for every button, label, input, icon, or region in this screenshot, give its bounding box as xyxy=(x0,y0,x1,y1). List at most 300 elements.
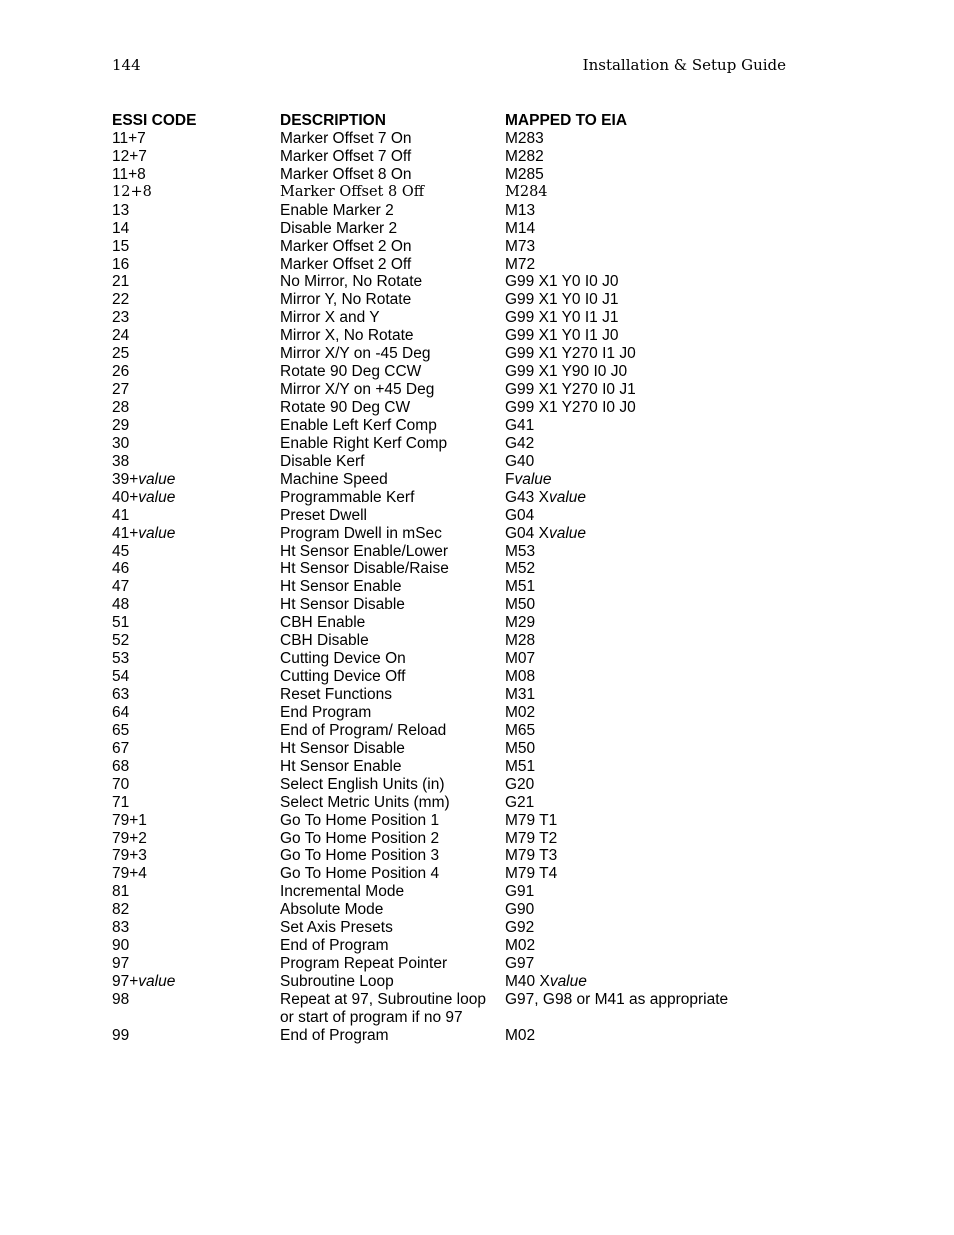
eia-cell xyxy=(505,614,535,632)
eia-cell xyxy=(505,794,534,812)
essi-code-text: 30 xyxy=(112,434,130,452)
essi-code-cell xyxy=(112,632,129,650)
eia-code-text: M72 xyxy=(505,255,536,273)
eia-cell xyxy=(505,560,535,578)
table-row xyxy=(112,776,812,794)
table-row xyxy=(112,489,812,507)
essi-code-text: 39+ xyxy=(112,470,139,488)
eia-cell xyxy=(505,130,544,148)
table-row xyxy=(112,865,812,883)
table-row xyxy=(112,220,812,238)
essi-code-text: 24 xyxy=(112,327,130,345)
eia-value-placeholder: value xyxy=(514,470,552,488)
table-row xyxy=(112,291,812,309)
essi-code-cell xyxy=(112,794,129,812)
eia-cell xyxy=(505,381,636,399)
essi-code-value-placeholder: value xyxy=(138,973,176,990)
table-row xyxy=(112,937,812,955)
essi-code-text: 68 xyxy=(112,757,130,775)
table-row xyxy=(112,901,812,919)
eia-cell xyxy=(505,256,535,274)
essi-code-text: 21 xyxy=(112,273,130,291)
eia-code-text: G99 X1 Y0 I1 J1 xyxy=(505,309,619,327)
essi-code-cell xyxy=(112,740,129,758)
description-cell: Program Repeat Pointer xyxy=(280,955,448,973)
eia-code-text: M28 xyxy=(505,632,536,650)
eia-code-text: M02 xyxy=(505,703,536,721)
eia-code-text: G90 xyxy=(505,901,535,919)
eia-cell xyxy=(505,309,618,327)
essi-code-cell xyxy=(112,309,129,327)
description-cell: Repeat at 97, Subroutine loop or start of program if no 97 xyxy=(280,990,486,1026)
essi-code-cell xyxy=(112,130,146,148)
essi-code-text: 16 xyxy=(112,255,130,273)
essi-code-cell xyxy=(112,991,129,1009)
description-cell: End of Program xyxy=(280,937,389,955)
essi-code-cell xyxy=(112,345,129,363)
description-cell: Go To Home Position 3 xyxy=(280,847,440,865)
eia-code-text: M50 xyxy=(505,596,536,614)
essi-code-text: 11+7 xyxy=(112,129,146,147)
eia-code-text: G21 xyxy=(505,793,535,811)
eia-code-text: G97 xyxy=(505,955,535,973)
eia-value-placeholder: value xyxy=(548,488,587,506)
eia-cell xyxy=(505,184,548,202)
eia-code-text: M65 xyxy=(505,721,536,739)
essi-code-value-placeholder: value xyxy=(138,524,176,542)
table-row xyxy=(112,345,812,363)
table-row xyxy=(112,758,812,776)
essi-code-cell xyxy=(112,596,129,614)
description-cell: Mirror X, No Rotate xyxy=(280,327,414,345)
eia-code-text: G99 X1 Y0 I0 J0 xyxy=(505,273,619,291)
table-row xyxy=(112,471,812,489)
eia-code-text: G20 xyxy=(505,775,535,793)
essi-code-text: 79+4 xyxy=(112,865,147,883)
essi-code-cell xyxy=(112,435,129,453)
eia-cell xyxy=(505,919,534,937)
column-header-description: DESCRIPTION xyxy=(280,112,386,129)
eia-code-text: M07 xyxy=(505,650,536,668)
eia-cell xyxy=(505,363,627,381)
description-cell: End Program xyxy=(280,703,372,721)
essi-code-text: 46 xyxy=(112,560,130,578)
eia-cell xyxy=(505,435,534,453)
essi-code-cell xyxy=(112,830,147,848)
table-row xyxy=(112,740,812,758)
eia-code-text: M79 T1 xyxy=(505,811,558,829)
eia-code-text: M50 xyxy=(505,739,536,757)
eia-cell xyxy=(505,704,535,722)
eia-cell xyxy=(505,291,618,309)
description-cell: Enable Left Kerf Comp xyxy=(280,416,437,434)
eia-code-text: G40 xyxy=(505,452,535,470)
description-cell: Enable Marker 2 xyxy=(280,201,394,219)
table-row xyxy=(112,381,812,399)
essi-code-text: 51 xyxy=(112,614,130,632)
description-cell: Incremental Mode xyxy=(280,883,405,901)
essi-code-text: 97 xyxy=(112,955,130,973)
table-row xyxy=(112,614,812,632)
essi-code-text: 54 xyxy=(112,668,130,686)
essi-code-text: 63 xyxy=(112,686,130,703)
table-row xyxy=(112,184,812,202)
table-row xyxy=(112,812,812,830)
table-row xyxy=(112,668,812,686)
description-cell: Disable Kerf xyxy=(280,452,365,470)
description-cell: Reset Functions xyxy=(280,686,392,703)
essi-code-text: 79+1 xyxy=(112,811,147,829)
table-row xyxy=(112,543,812,561)
essi-code-cell xyxy=(112,256,129,274)
essi-code-cell xyxy=(112,937,129,955)
description-cell: Cutting Device Off xyxy=(280,668,406,686)
eia-code-text: M02 xyxy=(505,937,536,955)
essi-code-text: 97+ xyxy=(112,973,139,990)
table-row xyxy=(112,883,812,901)
description-cell: CBH Enable xyxy=(280,614,366,632)
eia-cell xyxy=(505,758,535,776)
essi-code-cell xyxy=(112,238,129,256)
eia-cell xyxy=(505,417,534,435)
essi-code-cell xyxy=(112,202,129,220)
essi-code-text: 23 xyxy=(112,309,130,327)
eia-code-text: M282 xyxy=(505,147,544,165)
essi-code-text: 29 xyxy=(112,416,130,434)
eia-code-text: G99 X1 Y270 I1 J0 xyxy=(505,345,636,363)
column-header-mapped-to-eia: MAPPED TO EIA xyxy=(505,112,628,129)
eia-code-text: M52 xyxy=(505,560,536,578)
table-row xyxy=(112,453,812,471)
table-row xyxy=(112,560,812,578)
eia-cell xyxy=(505,489,586,507)
eia-cell xyxy=(505,955,534,973)
description-cell: Set Axis Presets xyxy=(280,919,393,937)
description-cell: Marker Offset 8 On xyxy=(280,165,412,183)
essi-code-text: 47 xyxy=(112,578,130,596)
essi-code-cell xyxy=(112,686,129,704)
eia-cell xyxy=(505,471,552,489)
description-cell: Ht Sensor Enable/Lower xyxy=(280,542,449,560)
description-cell: Select Metric Units (mm) xyxy=(280,793,450,811)
table-row xyxy=(112,327,812,345)
eia-code-text: M79 T2 xyxy=(505,829,558,847)
table-row xyxy=(112,256,812,274)
eia-code-text: M51 xyxy=(505,578,536,596)
eia-code-text: M51 xyxy=(505,757,536,775)
essi-code-text: 99 xyxy=(112,1026,130,1044)
eia-code-text: M14 xyxy=(505,219,536,237)
description-cell: Marker Offset 2 Off xyxy=(280,255,412,273)
essi-code-text: 65 xyxy=(112,721,130,739)
essi-code-text: 81 xyxy=(112,883,130,901)
essi-code-text: 83 xyxy=(112,919,130,937)
essi-code-cell xyxy=(112,901,129,919)
essi-code-text: 70 xyxy=(112,775,130,793)
eia-cell xyxy=(505,1027,535,1045)
eia-code-text: M79 T3 xyxy=(505,847,558,865)
description-cell: Mirror X/Y on +45 Deg xyxy=(280,381,435,399)
eia-cell xyxy=(505,901,534,919)
table-row xyxy=(112,955,812,973)
essi-code-cell xyxy=(112,722,129,740)
table-row xyxy=(112,1027,812,1045)
eia-cell xyxy=(505,937,535,955)
essi-code-cell xyxy=(112,865,147,883)
description-cell: Machine Speed xyxy=(280,470,388,488)
table-row xyxy=(112,507,812,525)
essi-code-text: 28 xyxy=(112,399,130,416)
table-row xyxy=(112,202,812,220)
essi-code-cell xyxy=(112,758,129,776)
essi-code-cell xyxy=(112,1027,129,1045)
eia-code-text: G99 X1 Y270 I0 J1 xyxy=(505,381,636,399)
eia-cell xyxy=(505,453,534,471)
essi-code-cell xyxy=(112,776,129,794)
essi-code-text: 67 xyxy=(112,739,130,757)
eia-cell xyxy=(505,722,535,740)
essi-code-text: 52 xyxy=(112,632,130,650)
table-row xyxy=(112,399,812,417)
description-cell: Marker Offset 2 On xyxy=(280,237,412,255)
eia-code-text: M08 xyxy=(505,668,536,686)
eia-code-text: M285 xyxy=(505,165,544,183)
eia-code-text: G04 xyxy=(505,506,535,524)
essi-code-cell xyxy=(112,381,129,399)
eia-code-text: G42 xyxy=(505,434,535,452)
table-row xyxy=(112,973,812,991)
eia-code-text: G99 X1 Y90 I0 J0 xyxy=(505,363,628,381)
eia-code-text: M40 X xyxy=(505,973,550,990)
description-cell: Rotate 90 Deg CW xyxy=(280,399,411,416)
description-cell: Rotate 90 Deg CCW xyxy=(280,363,422,381)
essi-code-cell xyxy=(112,704,129,722)
page-number: 144 xyxy=(112,56,141,74)
essi-code-cell xyxy=(112,919,129,937)
table-row xyxy=(112,830,812,848)
essi-code-text: 22 xyxy=(112,291,130,309)
eia-cell xyxy=(505,883,534,901)
essi-code-cell xyxy=(112,489,175,507)
description-cell: Go To Home Position 4 xyxy=(280,865,440,883)
eia-cell xyxy=(505,399,636,417)
eia-value-placeholder: value xyxy=(548,524,587,542)
essi-code-cell xyxy=(112,668,129,686)
running-title: Installation & Setup Guide xyxy=(582,56,786,74)
essi-code-text: 27 xyxy=(112,381,130,399)
table-row xyxy=(112,919,812,937)
essi-code-cell xyxy=(112,543,129,561)
essi-code-text: 12+8 xyxy=(112,183,152,200)
eia-cell xyxy=(505,668,535,686)
essi-code-text: 82 xyxy=(112,901,130,919)
table-row xyxy=(112,632,812,650)
description-cell: Subroutine Loop xyxy=(280,973,394,990)
eia-cell xyxy=(505,686,535,704)
description-cell: Ht Sensor Disable xyxy=(280,739,405,757)
description-cell: Marker Offset 8 Off xyxy=(280,183,425,200)
table-row xyxy=(112,525,812,543)
table-header-row xyxy=(112,112,812,130)
essi-code-text: 79+3 xyxy=(112,847,147,865)
eia-code-text: G99 X1 Y0 I0 J1 xyxy=(505,291,619,309)
eia-code-text: G97, G98 or M41 as appropriate xyxy=(505,990,729,1008)
eia-cell xyxy=(505,202,535,220)
table-row xyxy=(112,417,812,435)
essi-code-cell xyxy=(112,291,129,309)
eia-cell xyxy=(505,865,557,883)
description-cell: Mirror X/Y on -45 Deg xyxy=(280,345,431,363)
eia-code-text: G91 xyxy=(505,883,535,901)
table-row xyxy=(112,596,812,614)
description-cell: Go To Home Position 1 xyxy=(280,811,440,829)
column-header-essi-code: ESSI CODE xyxy=(112,112,197,129)
eia-cell xyxy=(505,596,535,614)
essi-code-cell xyxy=(112,327,129,345)
essi-code-cell xyxy=(112,614,129,632)
eia-code-text: M29 xyxy=(505,614,536,632)
eia-cell xyxy=(505,650,535,668)
table-row xyxy=(112,847,812,865)
essi-code-cell xyxy=(112,363,129,381)
essi-code-cell xyxy=(112,166,146,184)
eia-cell xyxy=(505,238,535,256)
essi-code-cell xyxy=(112,847,147,865)
eia-code-text: G92 xyxy=(505,919,535,937)
eia-cell xyxy=(505,345,636,363)
table-row xyxy=(112,435,812,453)
eia-code-text: G41 xyxy=(505,416,535,434)
essi-code-cell xyxy=(112,471,175,489)
description-cell: Cutting Device On xyxy=(280,650,406,668)
table-row xyxy=(112,130,812,148)
eia-cell xyxy=(505,507,534,525)
eia-cell xyxy=(505,220,535,238)
essi-code-text: 11+8 xyxy=(112,165,146,183)
eia-code-text: G04 X xyxy=(505,524,549,542)
eia-cell xyxy=(505,991,728,1009)
eia-code-text: M53 xyxy=(505,542,536,560)
table-row xyxy=(112,650,812,668)
essi-code-text: 13 xyxy=(112,201,130,219)
eia-code-text: M02 xyxy=(505,1026,536,1044)
essi-code-text: 79+2 xyxy=(112,829,147,847)
description-cell: Ht Sensor Enable xyxy=(280,578,402,596)
essi-code-cell xyxy=(112,883,129,901)
table-row xyxy=(112,238,812,256)
essi-code-text: 98 xyxy=(112,990,130,1008)
essi-code-text: 64 xyxy=(112,703,130,721)
essi-code-cell xyxy=(112,220,129,238)
essi-code-text: 25 xyxy=(112,345,130,363)
description-cell: Ht Sensor Enable xyxy=(280,757,402,775)
essi-code-cell xyxy=(112,273,129,291)
description-cell: Programmable Kerf xyxy=(280,488,415,506)
description-cell: Mirror Y, No Rotate xyxy=(280,291,412,309)
eia-code-text: M31 xyxy=(505,686,536,703)
essi-code-text: 48 xyxy=(112,596,130,614)
essi-code-cell xyxy=(112,525,175,543)
essi-code-text: 71 xyxy=(112,793,130,811)
description-cell: No Mirror, No Rotate xyxy=(280,273,423,291)
table-row xyxy=(112,578,812,596)
essi-code-cell xyxy=(112,399,129,417)
essi-code-cell xyxy=(112,560,129,578)
eia-cell xyxy=(505,327,618,345)
eia-cell xyxy=(505,812,557,830)
description-cell: Go To Home Position 2 xyxy=(280,829,440,847)
eia-cell xyxy=(505,148,544,166)
eia-cell xyxy=(505,578,535,596)
eia-cell xyxy=(505,973,587,991)
essi-code-text: 15 xyxy=(112,237,130,255)
description-cell: Absolute Mode xyxy=(280,901,384,919)
essi-code-text: 40+ xyxy=(112,488,139,506)
essi-code-cell xyxy=(112,973,175,991)
eia-cell xyxy=(505,273,618,291)
table-row xyxy=(112,991,812,1027)
eia-cell xyxy=(505,166,544,184)
eia-code-text: G99 X1 Y0 I1 J0 xyxy=(505,327,619,345)
eia-cell xyxy=(505,543,535,561)
table-row xyxy=(112,686,812,704)
description-cell: Marker Offset 7 On xyxy=(280,129,412,147)
essi-code-value-placeholder: value xyxy=(138,470,176,488)
table-row xyxy=(112,273,812,291)
description-cell: Marker Offset 7 Off xyxy=(280,147,412,165)
description-cell: Ht Sensor Disable xyxy=(280,596,405,614)
description-cell: CBH Disable xyxy=(280,632,369,650)
eia-code-text: F xyxy=(505,470,515,488)
essi-code-value-placeholder: value xyxy=(138,488,176,506)
eia-code-text: M13 xyxy=(505,201,536,219)
eia-cell xyxy=(505,632,535,650)
description-cell: Preset Dwell xyxy=(280,506,367,524)
essi-code-text: 41 xyxy=(112,506,130,524)
essi-code-text: 45 xyxy=(112,542,130,560)
essi-code-cell xyxy=(112,650,129,668)
eia-code-text: M79 T4 xyxy=(505,865,558,883)
essi-code-cell xyxy=(112,184,152,202)
essi-code-cell xyxy=(112,955,129,973)
eia-cell xyxy=(505,776,534,794)
eia-cell xyxy=(505,830,557,848)
essi-code-cell xyxy=(112,453,129,471)
essi-code-text: 90 xyxy=(112,937,130,955)
essi-code-text: 26 xyxy=(112,363,130,381)
essi-code-cell xyxy=(112,578,129,596)
description-cell: Mirror X and Y xyxy=(280,309,380,327)
table-row xyxy=(112,363,812,381)
table-row xyxy=(112,309,812,327)
essi-code-text: 14 xyxy=(112,219,130,237)
essi-eia-mapping-table xyxy=(112,112,812,1045)
essi-code-text: 41+ xyxy=(112,524,139,542)
eia-code-text: M73 xyxy=(505,237,536,255)
table-row xyxy=(112,794,812,812)
essi-code-cell xyxy=(112,417,129,435)
description-cell: Enable Right Kerf Comp xyxy=(280,434,448,452)
eia-code-text: G99 X1 Y270 I0 J0 xyxy=(505,399,636,416)
eia-code-text: M283 xyxy=(505,129,544,147)
description-cell: End of Program/ Reload xyxy=(280,721,447,739)
essi-code-cell xyxy=(112,507,129,525)
eia-cell xyxy=(505,525,586,543)
description-cell: Ht Sensor Disable/Raise xyxy=(280,560,449,578)
eia-cell xyxy=(505,740,535,758)
essi-code-text: 12+7 xyxy=(112,147,147,165)
description-cell: Disable Marker 2 xyxy=(280,219,398,237)
